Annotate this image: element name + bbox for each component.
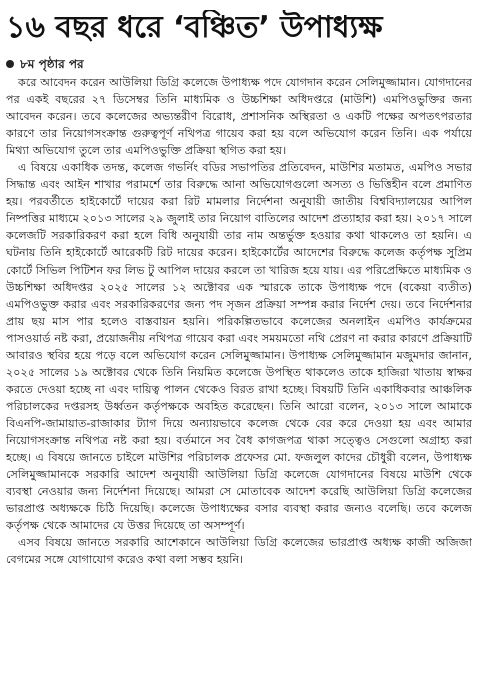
bullet-icon bbox=[6, 60, 14, 68]
article-paragraph-1: করে আবেদন করেন আউলিয়া ডিগ্রি কলেজে উপাধ্যক্ষ পদে যোগদান করেন সেলিমুজ্জামান। যোগদানের পর একই বছরের ২৭ ডিসেম্বর তিনি মাধ্যমিক ও উচ্চশিক্ষা অধিদপ্তরে (মাউশি) এমপিওভুক্তির জন্য আবেদন করেন। তবে কলেজের অভ্যন্তরীণ বিরোধ, প্রশাসনিক অস্থিরতা ও একটি পক্ষের অপতৎপরতার কারণে তার নিয়োগসংক্রান্ত গুরুত্বপূর্ণ নথিপত্র গায়েব করা হয় বলে অভিযোগ করেন তিনি। এক পর্যায়ে মিথ্যা অভিযোগ তুলে তার এমপিওভুক্তি প্রক্রিয়া স্থগিত করা হয়। bbox=[6, 76, 472, 158]
article-paragraph-3: এসব বিষয়ে জানতে সরকারি আশেকানে আউলিয়া ডিগ্রি কলেজের ভারপ্রাপ্ত অধ্যক্ষ কাজী অজিজা বেগমের সঙ্গে যোগাযোগ করেও কথা বলা সম্ভব হয়নি। bbox=[6, 536, 472, 567]
article-paragraph-2: এ বিষয়ে একাধিক তদন্ত, কলেজ গভর্নিং বডির সভাপতির প্রতিবেদন, মাউশির মতামত, এমপিও সভার সিদ্ধান্ত এবং আইন শাখার পরামর্শে তার বিরুদ্ধে আনা অভিযোগগুলো অসত্য ও ভিত্তিহীন বলে প্রমাণিত হয়। পরবর্তীতে হাইকোর্টে দায়ের করা রিট মামলার নির্দেশনা অনুযায়ী জাতীয় বিশ্ববিদ্যালয়ের আপিল নিষ্পত্তির মাধ্যমে ২০১৩ সালের ২৯ জুলাই তার নিয়োগ বাতিলের আদেশ প্রত্যাহার করা হয়। ২০১৭ সালে কলেজটি সরকারিকরণ করা হলে বিধি অনুযায়ী তার নাম অন্তর্ভুক্ত হওয়ার কথা থাকলেও তা হয়নি। এ ঘটনায় তিনি হাইকোর্টে আরেকটি রিট দায়ের করেন। হাইকোর্টের আদেশের বিরুদ্ধে কলেজ কর্তৃপক্ষ সুপ্রিম কোর্টে সিভিল পিটিশন ফর লিভ টু আপিল দায়ের করলে তা খারিজ হয়ে যায়। এর পরিপ্রেক্ষিতে মাধ্যমিক ও উচ্চশিক্ষা অধিদপ্তর ২০২৫ সালের ১২ অক্টোবর এক স্মারকে তাকে উপাধ্যক্ষ পদে (বকেয়া ব্যতীত) এমপিওভুক্ত করার এবং সরকারিকরণের জন্য পদ সৃজন প্রক্রিয়া সম্পন্ন করার নির্দেশ দেয়। তবে নির্দেশনার প্রায় ছয় মাস পার হলেও বাস্তবায়ন হয়নি। পরিকল্পিতভাবে কলেজের অনলাইন এমপিও কার্যক্রমের পাসওয়ার্ড নষ্ট করা, প্রয়োজনীয় নথিপত্র গায়েব করা এবং সময়মতো নথি প্রেরণ না করার কারণে প্রক্রিয়াটি আবারও স্থবির হয়ে পড়ে বলে অভিযোগ করেন সেলিমুজ্জামান। উপাধ্যক্ষ সেলিমুজ্জামান মজুমদার জানান, ২০২৫ সালের ১৯ অক্টোবর থেকে তিনি নিয়মিত কলেজে উপস্থিত থাকলেও তাকে হাজিরা খাতায় স্বাক্ষর করতে দেওয়া হচ্ছে না এবং দায়িত্ব পালন থেকেও বিরত রাখা হচ্ছে। বিষয়টি তিনি একাধিকবার আঞ্চলিক পরিচালকের দপ্তরসহ উর্ধ্বতন কর্তৃপক্ষকে অবহিত করেছেন। তিনি আরো বলেন, ২০১৩ সালে আমাকে বিএনপি-জামায়াত-রাজাকার ট্যাগ দিয়ে অন্যায়ভাবে কলেজ থেকে বের করে দেওয়া হয় এবং আমার নিয়োগসংক্রান্ত নথিপত্র নষ্ট করা হয়। বর্তমানে সব বৈধ কাগজপত্র থাকা সত্ত্বেও সেগুলো অগ্রাহ্য করা হচ্ছে। এ বিষয়ে জানতে চাইলে মাউশির পরিচালক প্রফেসর মো. ফজলুল কাদের চৌধুরী বলেন, উপাধ্যক্ষ সেলিমুজ্জামানকে সরকারি আদেশ অনুযায়ী আউলিয়া ডিগ্রি কলেজে যোগদানের বিষয়ে মাউশি থেকে ব্যবস্থা নেওয়ার জন্য নির্দেশনা দিয়েছে। আমরা সে মোতাবেক আদেশ করেছি আউলিয়া ডিগ্রি কলেজের ভারপ্রাপ্ত অধ্যক্ষকে চিঠি দিয়েছি। কলেজে উপাধ্যক্ষের বসার ব্যবস্থা করার জন্যও বলেছি। তবে কলেজ কর্তৃপক্ষ থেকে আমাদের যে উত্তর দিয়েছে তা অসম্পূর্ণ। bbox=[6, 161, 472, 533]
headline: ১৬ বছর ধরে ‘বঞ্চিত’ উপাধ্যক্ষ bbox=[6, 10, 383, 45]
continued-from-marker bbox=[6, 56, 84, 72]
article-body bbox=[6, 74, 472, 672]
continued-from-text: ৮ম পৃষ্ঠার পর bbox=[20, 57, 84, 71]
